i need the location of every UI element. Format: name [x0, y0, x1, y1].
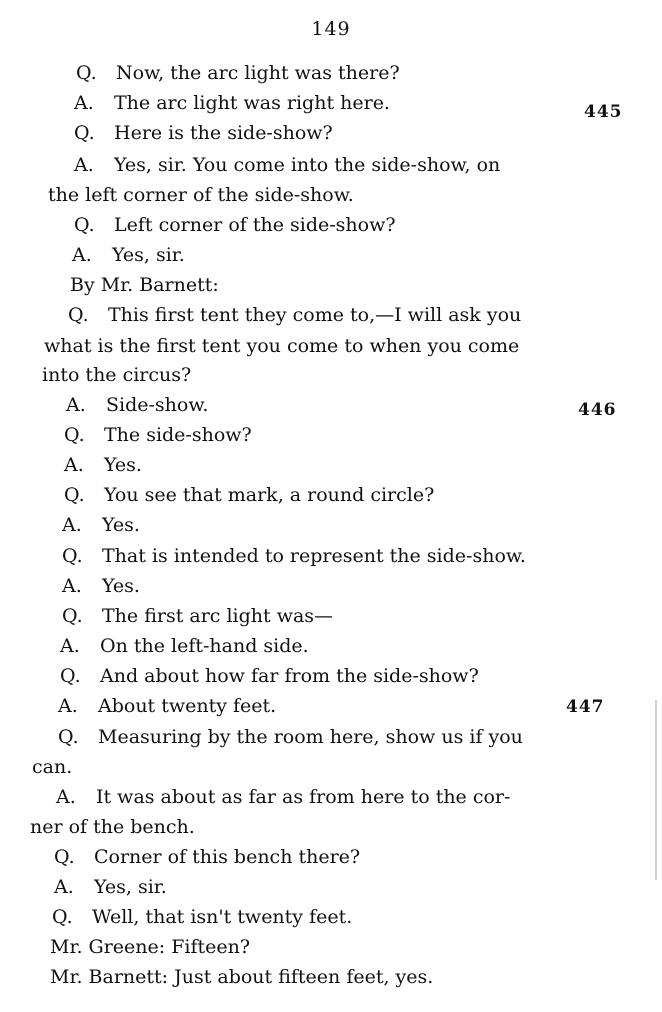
speaker-label: Q. [60, 665, 81, 687]
speaker-label: A. [54, 876, 74, 898]
page-number: 149 [311, 18, 351, 40]
scan-edge-mark [655, 700, 657, 880]
transcript-line [52, 906, 352, 928]
line-text: Mr. Greene: Fifteen? [50, 936, 251, 958]
speaker-label: A. [62, 575, 82, 597]
speaker-label: A. [60, 635, 80, 657]
speaker-label: A. [58, 695, 78, 717]
transcript-line [48, 184, 354, 206]
speaker-label: Q. [52, 906, 73, 928]
line-text: Yes. [102, 514, 140, 536]
line-text: On the left-hand side. [100, 635, 309, 657]
transcript-line [70, 274, 219, 296]
margin-number: 447 [566, 697, 605, 717]
transcript-line [58, 695, 276, 717]
line-text: And about how far from the side-show? [100, 665, 479, 687]
line-text: Left corner of the side-show? [114, 214, 396, 236]
transcript-line [62, 605, 333, 627]
speaker-label: Q. [68, 304, 89, 326]
line-text: Measuring by the room here, show us if you [98, 726, 523, 748]
speaker-label: A. [62, 514, 82, 536]
examiner-heading: By Mr. Barnett: [70, 274, 219, 296]
margin-number: 446 [578, 400, 617, 420]
line-text: Yes. [102, 575, 140, 597]
margin-number: 445 [584, 102, 623, 122]
transcript-line [58, 726, 523, 748]
transcript-line [64, 424, 252, 446]
transcript-line [74, 214, 396, 236]
line-text: You see that mark, a round circle? [104, 484, 435, 506]
transcript-line [74, 122, 333, 144]
line-text: what is the first tent you come to when you come [44, 335, 520, 357]
transcript-line [66, 394, 208, 416]
line-text: into the circus? [42, 364, 192, 386]
transcript-line [74, 154, 500, 176]
speaker-label: Q. [62, 545, 83, 567]
line-text: The first arc light was— [102, 605, 334, 627]
speaker-label: A. [74, 92, 94, 114]
transcript-line [64, 484, 434, 506]
speaker-label: Q. [62, 605, 83, 627]
transcript-line [50, 966, 433, 988]
transcript-line [62, 575, 140, 597]
transcript-line [42, 364, 191, 386]
transcript-line [68, 304, 521, 326]
transcript-line [56, 786, 510, 808]
speaker-label: A. [72, 244, 92, 266]
line-text: Corner of this bench there? [94, 846, 361, 868]
speaker-label: Q. [74, 214, 95, 236]
speaker-label: Q. [76, 62, 97, 84]
line-text: the left corner of the side-show. [48, 184, 354, 206]
line-text: Yes, sir. [112, 244, 185, 266]
line-text: Yes, sir. [94, 876, 167, 898]
line-text: Yes, sir. You come into the side-show, on [114, 154, 501, 176]
speaker-label: A. [66, 394, 86, 416]
line-text: can. [32, 756, 73, 778]
line-text: The arc light was right here. [114, 92, 390, 114]
transcript-line [30, 816, 195, 838]
line-text: Here is the side-show? [114, 122, 333, 144]
transcript-line [44, 335, 519, 357]
transcript-line [54, 846, 360, 868]
transcript-line [72, 244, 185, 266]
line-text: Yes. [104, 454, 142, 476]
transcript-line [62, 514, 140, 536]
line-text: Side-show. [106, 394, 209, 416]
transcript-line [60, 635, 309, 657]
speaker-label: Q. [58, 726, 79, 748]
line-text: This first tent they come to,—I will ask you [108, 304, 522, 326]
speaker-label: A. [64, 454, 84, 476]
transcript-line [76, 62, 400, 84]
line-text: Now, the arc light was there? [116, 62, 400, 84]
line-text: About twenty feet. [98, 695, 277, 717]
transcript-line [54, 876, 167, 898]
transcript-line [32, 756, 72, 778]
speaker-label: Q. [54, 846, 75, 868]
line-text: ner of the bench. [30, 816, 195, 838]
transcript-line [64, 454, 142, 476]
speaker-label: A. [74, 154, 94, 176]
transcript-line [74, 92, 390, 114]
line-text: The side-show? [104, 424, 252, 446]
line-text: Mr. Barnett: Just about fifteen feet, yes. [50, 966, 434, 988]
transcript-line [60, 665, 479, 687]
line-text: It was about as far as from here to the cor- [96, 786, 511, 808]
line-text: That is intended to represent the side-show. [102, 545, 526, 567]
line-text: Well, that isn't twenty feet. [92, 906, 353, 928]
transcript-line [62, 545, 526, 567]
speaker-label: Q. [74, 122, 95, 144]
speaker-label: Q. [64, 424, 85, 446]
transcript-line [50, 936, 250, 958]
speaker-label: A. [56, 786, 76, 808]
speaker-label: Q. [64, 484, 85, 506]
